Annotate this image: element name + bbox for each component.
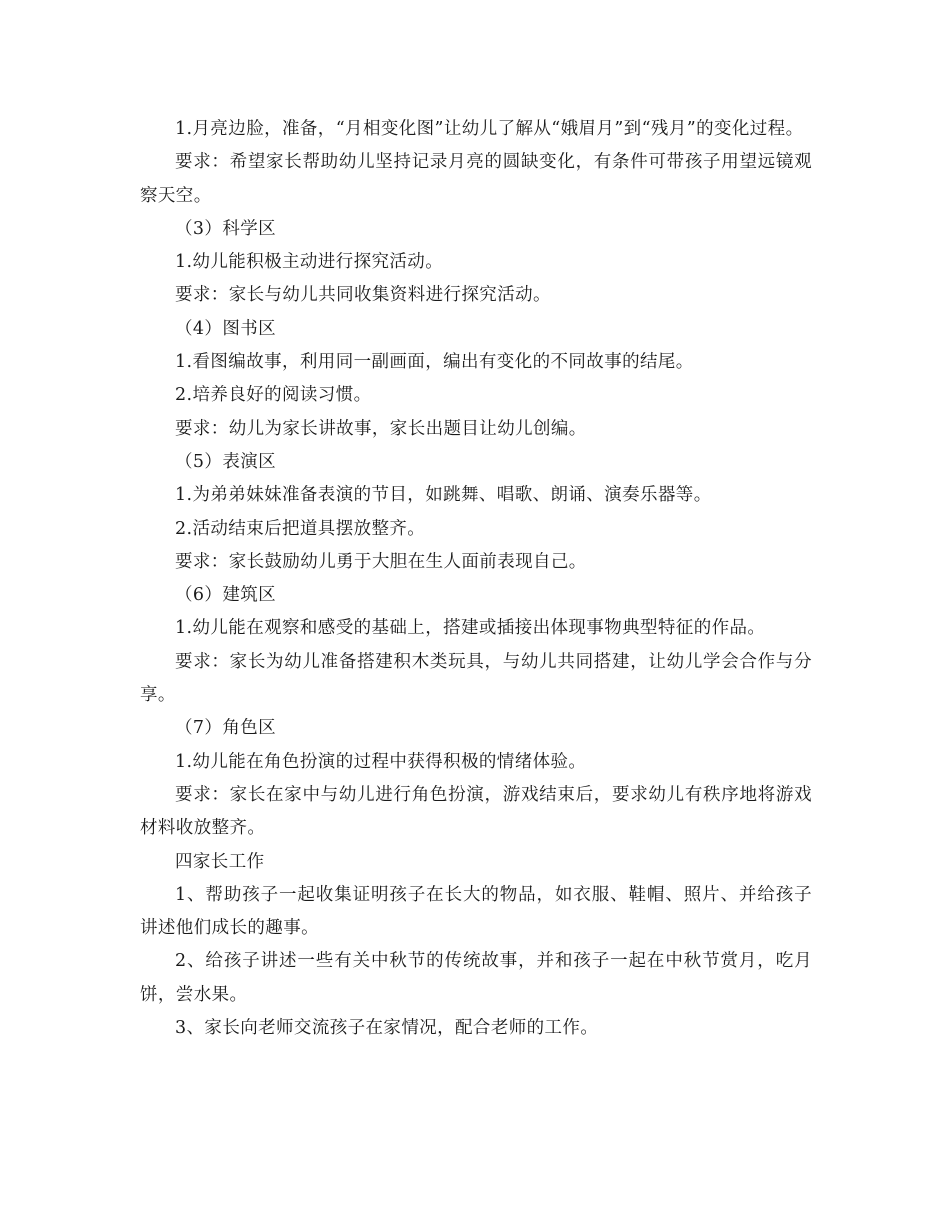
section-science-area: （3）科学区: [175, 218, 277, 239]
paragraph-role-requirement: 要求：家长在家中与幼儿进行角色扮演，游戏结束后，要求幼儿有秩序地将游戏材料收放整齐。: [140, 784, 812, 839]
section-role-area: （7）角色区: [175, 718, 277, 739]
paragraph-book-item-2: 2.培养良好的阅读习惯。: [175, 385, 372, 406]
paragraph-parent-work-3: 3、家长向老师交流孩子在家情况，配合老师的工作。: [175, 1018, 599, 1039]
paragraph-book-item-1: 1.看图编故事，利用同一副画面，编出有变化的不同故事的结尾。: [175, 352, 694, 373]
section-performance-area: （5）表演区: [175, 451, 277, 472]
paragraph-performance-requirement: 要求：家长鼓励幼儿勇于大胆在生人面前表现自己。: [175, 551, 587, 572]
paragraph-building-item: 1.幼儿能在观察和感受的基础上，搭建或插接出体现事物典型特征的作品。: [175, 618, 766, 639]
paragraph-book-requirement: 要求：幼儿为家长讲故事，家长出题目让幼儿创编。: [175, 418, 587, 439]
paragraph-building-requirement: 要求：家长为幼儿准备搭建积木类玩具，与幼儿共同搭建，让幼儿学会合作与分享。: [140, 651, 812, 706]
paragraph-performance-item-2: 2.活动结束后把道具摆放整齐。: [175, 518, 426, 539]
paragraph-moon-requirement: 要求：希望家长帮助幼儿坚持记录月亮的圆缺变化，有条件可带孩子用望远镜观察天空。: [140, 152, 812, 206]
section-building-area: （6）建筑区: [175, 585, 277, 606]
paragraph-performance-item-1: 1.为弟弟妹妹准备表演的节目，如跳舞、唱歌、朗诵、演奏乐器等。: [175, 485, 712, 506]
paragraph-science-requirement: 要求：家长与幼儿共同收集资料进行探究活动。: [175, 285, 551, 306]
paragraph-parent-work-1: 1、帮助孩子一起收集证明孩子在长大的物品，如衣服、鞋帽、照片、并给孩子讲述他们成长的趣事。: [140, 884, 812, 939]
paragraph-science-item: 1.幼儿能积极主动进行探究活动。: [175, 252, 444, 273]
paragraph-moon-phase-item: 1.月亮边脸，准备，“月相变化图”让幼儿了解从“娥眉月”到“残月”的变化过程。: [175, 119, 804, 139]
paragraph-parent-work-2: 2、给孩子讲述一些有关中秋节的传统故事，并和孩子一起在中秋节赏月，吃月饼，尝水果。: [140, 951, 812, 1005]
section-book-area: （4）图书区: [175, 318, 277, 339]
section-parent-work: 四家长工作: [175, 851, 265, 872]
paragraph-role-item: 1.幼儿能在角色扮演的过程中获得积极的情绪体验。: [175, 751, 587, 772]
document-body: [140, 113, 812, 1045]
